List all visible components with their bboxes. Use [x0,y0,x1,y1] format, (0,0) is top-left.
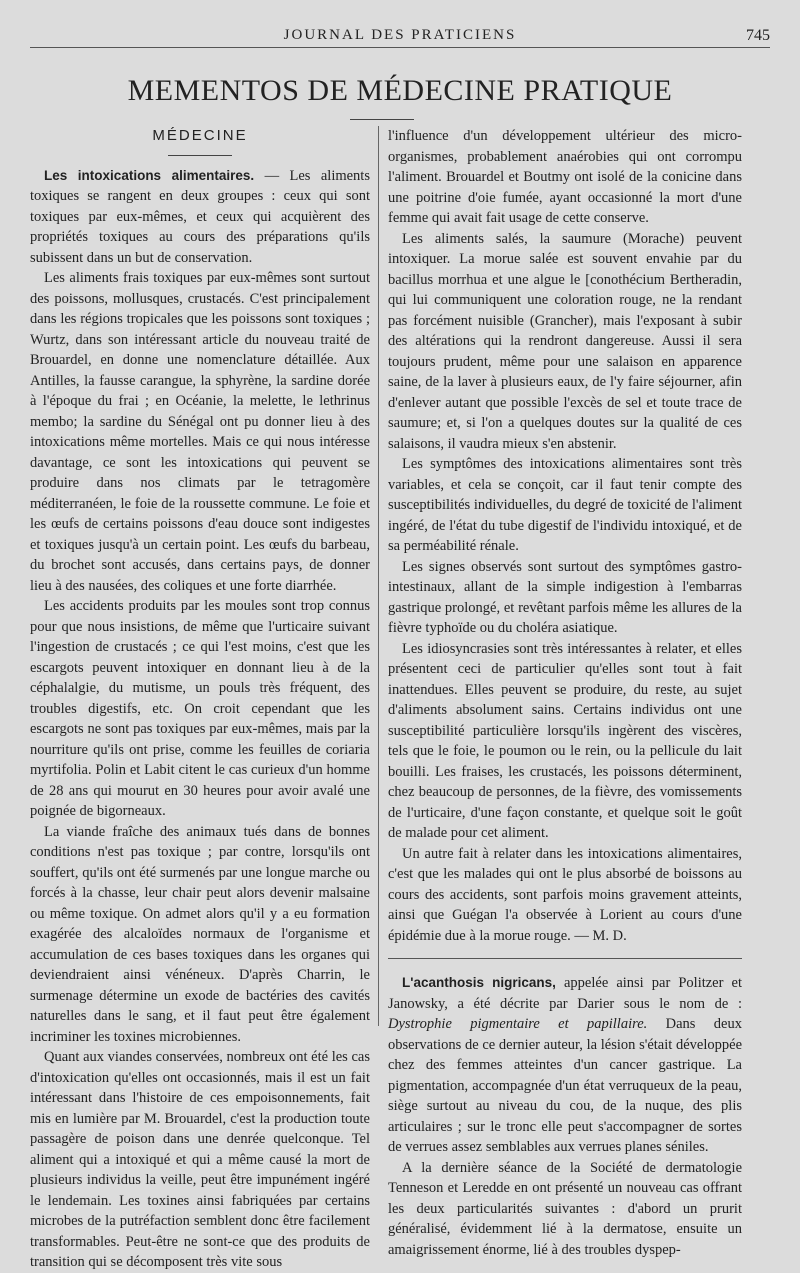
article-separator [388,958,742,959]
italic-title: Dystrophie pigmentaire et papillaire. [388,1016,648,1032]
paragraph: Les aliments frais toxiques par eux-mêmes sont surtout des poissons, mollusques, crustacés. C'est principalement dans les régions tropicales que les poissons sont toxiques ; Wurtz, dans son intéressant article du nouveau traité de Brouardel, en donne une nomenclature détaillée. Aux Antilles, la fausse carangue, la sphyrène, la sardine dorée à l'époque du frai ; en Océanie, la melette, le lethrinus membo; la sardine du Sénégal ont pu donner lieu à des intoxications même mortelles. Mais ce qui nous intéresse davantage, ce sont les intoxications qui peuvent se produire dans nos climats par le tetragomère méditerranéen, le foie de la roussette commune. Le foie et les œufs de certains poissons d'eau douce sont indigestes et toxiques jusqu'à un certain point. Les œufs du barbeau, du brochet sont accusés, dans certains pays, de donner lieu à des nausées, des coliques et une forte diarrhée. [30,270,370,594]
paragraph [30,166,370,269]
paragraph: Un autre fait à relater dans les intoxications alimentaires, c'est que les malades qui ont le plus absorbé de boissons au cours des accidents, sont parfois moins gravement atteints, ainsi que Guégan l'a observée à Lorient au cours d'une épidémie due à la morue rouge. — M. D. [388,845,742,944]
paragraph: Les signes observés sont surtout des symptômes gastro-intestinaux, allant de la simple indigestion à l'embarras gastrique prolongé, et revêtant parfois même les allures de la fièvre typhoïde ou du choléra asiatique. [388,558,742,636]
title-rule [350,119,414,120]
paragraph-text: Dans deux observations de ce dernier auteur, la lésion s'était développée chez des femmes atteintes d'un cancer gastrique. La pigmentation, accompagnée d'un état verruqueux de la peau, siège surtout au niveau du cou, de la nuque, des plis articulaires ; sur le tronc elle peut s'accompagner de sortes de verrues assez semblables aux verrues planes séniles. [388,1016,742,1155]
paragraph: La viande fraîche des animaux tués dans de bonnes conditions n'est pas toxique ; par contre, lorsqu'ils ont souffert, qu'ils ont été surmenés par une longue marche ou forcés à la chasse, leur chair peut alors devenir malsaine ou même toxique. On admet alors qu'il y a eu formation exagérée des alcaloïdes normaux de l'organisme et accumulation de ces bases toxiques dans les organes qui deviendraient ainsi vénéneux. D'après Charrin, le surmenage détermine un exode de bactéries des cavités naturelles dans le sang, et il faut peut être également incriminer les toxines microbiennes. [30,823,370,1045]
left-column [30,126,370,1273]
page-number: 745 [746,27,770,44]
paragraph: l'influence d'un développement ultérieur des micro-organismes, probablement anaérobies qui ont corrompu l'aliment. Brouardel et Boutmy ont isolé de la conicine dans une poitrine d'oie fumée, ayant occasionné la mort d'une femme qui avait fait usage de cette conserve. [388,128,742,226]
paragraph: Les accidents produits par les moules sont trop connus pour que nous insistions, de même que l'urticaire suivant l'ingestion de crustacés ; ce qui l'est moins, c'est que les escargots peuvent intoxiquer en donnant lieu à de la céphalalgie, du mutisme, un pouls très fréquent, des troubles digestifs, etc. On croit cependant que les escargots ne sont pas toxiques par eux-mêmes, mais par la nourriture qu'ils ont prise, comme les feuilles de coriaria myrtifolia. Polin et Labit citent le cas curieux d'un homme de 28 ans qui mourut en 30 heures pour avoir avalé une poignée de bigorneaux. [30,598,370,819]
running-header [30,25,770,48]
paragraph [388,973,742,1158]
paragraph: Les symptômes des intoxications alimentaires sont très variables, et cela se conçoit, car il faut tenir compte des susceptibilités individuelles, du degré de toxicité de l'aliment ingéré, de l'état du tube digestif de l'individu intoxiqué, et de sa perméabilité rénale. [388,456,742,554]
heading-rule [168,155,232,156]
column-divider [378,126,379,1026]
paragraph-lead: Les intoxications alimentaires. [44,167,255,183]
paragraph-lead: L'acanthosis nigricans, [402,975,556,990]
paragraph: Quant aux viandes conservées, nombreux ont été les cas d'intoxication qu'elles ont occasionnés, mais il est un fait intéressant dans l'histoire de ces empoisonnements, fait mis en lumière par M. Brouardel, c'est la production toute passagère de poison dans une denrée quelconque. Tel aliment qui a intoxiqué et qui a même causé la mort de plusieurs individus la veille, peut être impunément ingéré le lendemain. Les toxines ainsi fabriquées par certains microbes de la putréfaction semblent donc être facilement transformables. Peut-être ne sont-ce que des produits de transition qui se décomposent très vite sous [30,1049,370,1270]
journal-title: JOURNAL DES PRATICIENS [283,27,517,43]
paragraph: Les idiosyncrasies sont très intéressantes à relater, et elles présentent ceci de particulier qu'elles sont tout à fait inattendues. Elles peuvent se produire, du reste, au sujet d'aliments absolument sains. Certains individus ont une susceptibilité particulière lorsqu'ils ingèrent des viscères, tels que le foie, le poumon ou le rein, ou la pellicule du lait bouilli. Les fraises, les crustacés, les poissons déterminent, chez beaucoup de personnes, de la fièvre, des vomissements de l'urticaire, d'une façon constante, et quelque soit le goût de malade pour cet aliment. [388,640,742,841]
paragraph: A la dernière séance de la Société de dermatologie Tenneson et Leredde en ont présenté un nouveau cas offrant les deux particularités suivantes : d'abord un prurit généralisé, évidemment lié à la dermatose, ensuite un amaigrissement énorme, lié à des troubles dyspep- [388,1159,742,1258]
main-title: MEMENTOS DE MÉDECINE PRATIQUE [127,74,673,107]
paragraph-text: — Les aliments toxiques se rangent en deux groupes : ceux qui sont toxiques par eux-mêmes, et ceux qui acquièrent des propriétés toxiques au cours des préparations qu'ils subissent dans un but de conservation. [30,167,370,266]
section-heading: MÉDECINE [152,127,248,144]
paragraph: Les aliments salés, la saumure (Morache) peuvent intoxiquer. La morue salée est souvent envahie par du bacillus morrhua et une algue le [conothécium Bertheradin, qui lui communiquent une coloration rouge, ne la rendant pas forcément nuisible (Grancher), mais l'exposant à subir des altérations qui la rendront dangereuse. Aussi il sera toujours prudent, même pour une salaison en apparence saine, de la laver à plusieurs eaux, de l'y faire séjourner, afin d'enlever autant que possible l'excès de sel et toute trace de saumure; et, si l'on a quelques doutes sur la qualité de ces salaisons, il vaudra mieux s'en abstenir. [388,230,742,452]
right-column [388,126,742,1260]
paragraph-text: appelée ainsi par Politzer et Janowsky, a été décrite par Darier sous le nom de : [388,975,742,1012]
